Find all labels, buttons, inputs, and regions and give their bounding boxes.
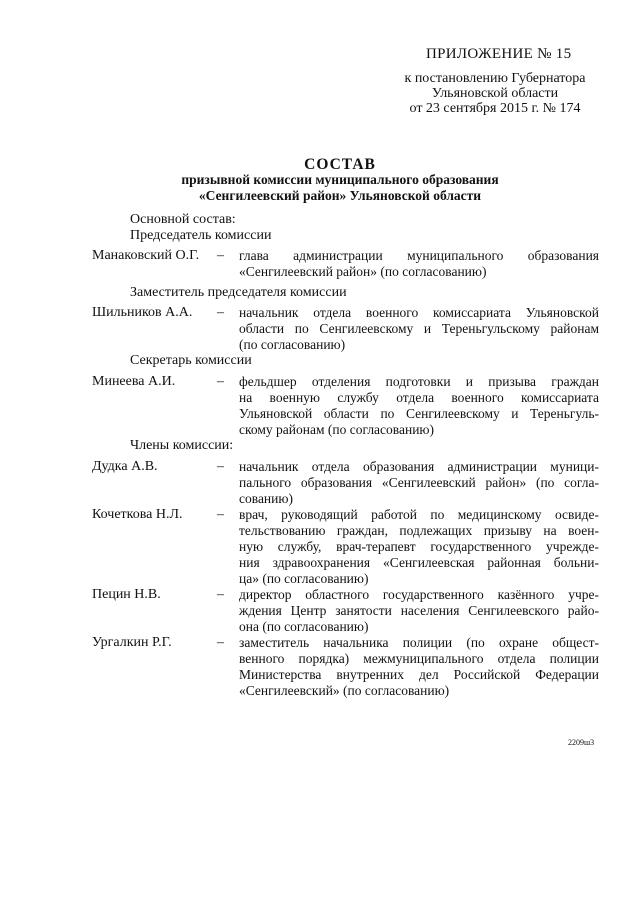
subtitle-line: «Сенгилеевский район» Ульяновской области: [198, 188, 482, 203]
position-line: сованию): [239, 491, 293, 506]
person-name: Пецин Н.В.: [92, 587, 161, 602]
section-members: Члены комиссии:: [130, 438, 234, 453]
position-line: Министерства внутренних дел Российской Федерации: [239, 667, 599, 682]
dash-separator: –: [217, 459, 224, 474]
position-line: на военную службу отдела военного комиссариата: [239, 390, 599, 405]
position-line: тельствованию граждан, подлежащих призыву на воен-: [239, 523, 599, 538]
section-main-composition: Основной состав:: [130, 212, 236, 227]
document-subtitle: [100, 172, 580, 204]
person-name: Минеева А.И.: [92, 374, 176, 389]
position-line: «Сенгилеевский район» (по согласованию): [239, 264, 487, 279]
position-line: начальник отдела военного комиссариата Ульяновской: [239, 305, 599, 320]
position-line: она (по согласованию): [239, 619, 369, 634]
dash-separator: –: [217, 248, 224, 263]
person-name: Кочеткова Н.Л.: [92, 507, 183, 522]
dash-separator: –: [217, 587, 224, 602]
position-line: скому районам (по согласованию): [239, 422, 435, 437]
document-code: 2209ш3: [568, 738, 595, 747]
appendix-title: ПРИЛОЖЕНИЕ № 15: [426, 46, 572, 62]
position-line: заместитель начальника полиции (по охране общест-: [239, 635, 599, 650]
person-position: [239, 459, 599, 507]
appendix-line: Ульяновской области: [431, 86, 559, 101]
person-name: Ургалкин Р.Г.: [92, 635, 172, 650]
person-position: [239, 635, 599, 699]
section-chair: Председатель комиссии: [130, 228, 272, 243]
section-secretary: Секретарь комиссии: [130, 353, 252, 368]
position-line: «Сенгилеевский» (по согласованию): [239, 683, 450, 698]
person-position: [239, 374, 599, 438]
person-position: [239, 248, 599, 280]
position-line: начальник отдела образования администрации муници-: [239, 459, 599, 474]
position-line: венного порядка) межмуниципального отдела полиции: [239, 651, 599, 666]
appendix-line: от 23 сентября 2015 г. № 174: [409, 101, 581, 116]
section-deputy: Заместитель председателя комиссии: [130, 285, 347, 300]
position-line: Ульяновской области по Сенгилеевскому и Тереньгуль-: [239, 406, 599, 421]
position-line: врач, руководящий работой по медицинскому освиде-: [239, 507, 599, 522]
position-line: области по Сенгилеевскому и Тереньгульскому районам: [239, 321, 599, 336]
position-line: ца» (по согласованию): [239, 571, 369, 586]
position-line: (по согласованию): [239, 337, 346, 352]
position-line: глава администрации муниципального образования: [239, 248, 599, 263]
person-name: Манаковский О.Г.: [92, 248, 200, 263]
dash-separator: –: [217, 374, 224, 389]
position-line: ждения Центр занятости населения Сенгилеевского райо-: [239, 603, 599, 618]
position-line: пального образования «Сенгилеевский район» (по согла-: [239, 475, 599, 490]
position-line: ную службу, врач-терапевт государственного учрежде-: [239, 539, 599, 554]
person-name: Дудка А.В.: [92, 459, 158, 474]
document-title: СОСТАВ: [304, 156, 376, 173]
dash-separator: –: [217, 507, 224, 522]
person-position: [239, 507, 599, 587]
person-position: [239, 587, 599, 635]
position-line: ния здравоохранения «Сенгилеевская районная больни-: [239, 555, 599, 570]
subtitle-line: призывной комиссии муниципального образования: [181, 172, 499, 187]
person-position: [239, 305, 599, 353]
position-line: фельдшер отделения подготовки и призыва граждан: [239, 374, 599, 389]
position-line: директор областного государственного казённого учре-: [239, 587, 599, 602]
dash-separator: –: [217, 635, 224, 650]
appendix-reference: [380, 71, 610, 116]
person-name: Шильников А.А.: [92, 305, 193, 320]
appendix-line: к постановлению Губернатора: [404, 71, 586, 86]
dash-separator: –: [217, 305, 224, 320]
